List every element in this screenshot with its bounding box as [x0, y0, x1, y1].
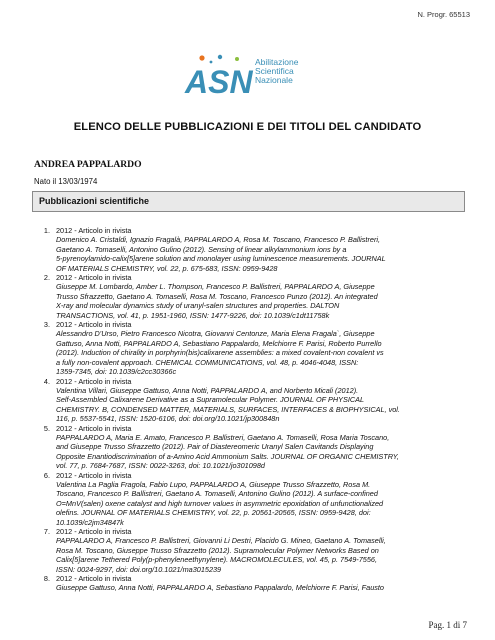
publication-citation-line: 10.1039/c2jm34847k [56, 517, 124, 527]
publication-number: 7. [43, 527, 50, 536]
publication-citation-line: ISSN: 0024-9297, doi: doi.org/10.1021/ma3015239 [56, 564, 222, 574]
publication-citation-line: Domenico A. Cristaldi, Ignazio Fragalà, PAPPALARDO A, Rosa M. Toscano, Francesco P. Ballistreri, [56, 235, 381, 245]
publication-citation-line: PAPPALARDO A, Francesco P. Ballistreri, Giovanni Li Destri, Placido G. Mineo, Gaetano A. Tomaselli, [56, 536, 386, 546]
publication-citation-line: Toscano, Francesco P. Ballistreri, Gaetano A. Tomaselli, Antonino Gulino (2012). A surface-confined [56, 489, 378, 499]
publication-citation-line: X-ray and molecular dynamics study of uranyl-salen structures and properties. DALTON [56, 301, 340, 311]
publication-number: 2. [43, 273, 50, 283]
publication-citation-line: TRANSACTIONS, vol. 41, p. 1951-1960, ISSN: 1477-9226, doi: 10.1039/c1dt11758k [56, 310, 330, 320]
logo-caption [255, 58, 298, 85]
publication-body [56, 320, 472, 376]
publication-number: 3. [43, 320, 50, 330]
logo-dot-orange [199, 55, 204, 60]
publication-item [32, 377, 472, 424]
publication-item [32, 273, 472, 320]
publication-citation-line: Alessandro D'Urso, Pietro Francesco Nicotra, Giovanni Centonze, Maria Elena Fragala`, Giuseppe [56, 329, 375, 339]
candidate-birth: Nato il 13/03/1974 [34, 177, 98, 186]
logo-dot-small [210, 61, 213, 64]
publication-header: 2012 - Articolo in rivista [56, 423, 132, 433]
publication-citation-line: and Giuseppe Trusso Sfrazzetto (2012). Pair of Diastereomeric Uranyl Salen Cavitands Displaying [56, 442, 374, 452]
publication-citation-line: Opposite Enantiodiscrimination of a-Amino Acid Ammonium Salts. JOURNAL OF ORGANIC CHEMISTRY, [56, 451, 399, 461]
publication-citation-line: 116, p. 5537-5541, ISSN: 1520-6106, doi: doi.org/10.1021/jp300848n [56, 414, 280, 424]
publication-citation-line: Valentina Villari, Giuseppe Gattuso, Anna Notti, PAPPALARDO A, and Norberto Micali (2012). [56, 385, 359, 395]
publication-item [32, 527, 472, 574]
publication-body [56, 574, 472, 593]
publication-citation-line: a fully non-covalent approach. CHEMICAL COMMUNICATIONS, vol. 48, p. 4046-4048, ISSN: [56, 357, 359, 367]
publication-number: 5. [43, 423, 50, 433]
publication-list [32, 226, 472, 593]
logo-line-1: Abilitazione [255, 57, 299, 67]
publication-citation-line: Giuseppe Gattuso, Anna Notti, PAPPALARDO A, Sebastiano Pappalardo, Melchiorre F. Parisi, Fausto [56, 583, 384, 593]
publication-citation-line: 5-pyrenoylamido-calix[5]arene solution and monolayer using luminescence measurements. JOURNAL [56, 254, 386, 264]
publication-citation-line: Giuseppe M. Lombardo, Amber L. Thompson, Francesco P. Ballistreri, PAPPALARDO A, Giuseppe [56, 282, 375, 292]
document-title: ELENCO DELLE PUBBLICAZIONI E DEI TITOLI DEL CANDIDATO [73, 121, 422, 133]
publication-citation-line: Calix[5]arene Tethered Poly(p-phenyleneethynylene). MACROMOLECULES, vol. 45, p. 7549-7556, [56, 555, 377, 565]
publication-body [56, 273, 472, 320]
publication-citation-line: CHEMISTRY. B, CONDENSED MATTER, MATERIALS, SURFACES, INTERFACES & BIOPHYSICAL, vol. [56, 404, 400, 414]
publication-header: 2012 - Articolo in rivista [56, 376, 132, 386]
publication-header: 2012 - Articolo in rivista [56, 320, 132, 330]
publication-citation-line: Valentina La Paglia Fragola, Fabio Lupo, PAPPALARDO A, Giuseppe Trusso Sfrazzetto, Rosa M. [56, 479, 371, 489]
section-header [32, 191, 465, 212]
logo-dot-green [235, 57, 239, 61]
logo-line-2: Scientifica [255, 66, 294, 76]
publication-number: 8. [43, 574, 50, 584]
publication-body [56, 377, 472, 424]
publication-header: 2012 - Articolo in rivista [56, 527, 132, 536]
publication-body [56, 424, 472, 471]
publication-number: 1. [43, 226, 50, 235]
publication-citation-line: 1359-7345, doi: 10.1039/c2cc30366c [56, 367, 177, 377]
publication-citation-line: Self-Assembled Calixarene Derivative as a Supramolecular Polymer. JOURNAL OF PHYSICAL [56, 395, 365, 405]
publication-citation-line: PAPPALARDO A, Maria E. Amato, Francesco P. Ballistreri, Gaetano A. Tomaselli, Rosa Maria Toscano, [56, 432, 390, 442]
publication-header: 2012 - Articolo in rivista [56, 574, 132, 584]
publication-citation-line: Rosa M. Toscano, Giuseppe Trusso Sfrazzetto (2012). Supramolecular Polymer Networks Based on [56, 545, 379, 555]
publication-citation-line: (2012). Induction of chirality in porphyrin(bis)calixarene assemblies: a mixed covalent-non covalent vs [56, 348, 384, 358]
publication-body [56, 471, 472, 527]
publication-citation-line: olefins. JOURNAL OF MATERIALS CHEMISTRY, vol. 22, p. 20561-20565, ISSN: 0959-9428, doi: [56, 508, 371, 518]
candidate-name: ANDREA PAPPALARDO [34, 159, 142, 170]
publication-item [32, 471, 472, 527]
logo-letters: ASN [185, 64, 253, 100]
publication-number: 4. [43, 376, 50, 386]
publication-citation-line: Gaetano A. Tomaselli, Antonino Gulino (2012). Sensing of linear alkylammonium ions by a [56, 244, 347, 254]
section-title: Pubblicazioni scientifiche [39, 196, 150, 206]
publication-header: 2012 - Articolo in rivista [56, 226, 132, 235]
publication-citation-line: Gattuso, Anna Notti, PAPPALARDO A, Sebastiano Pappalardo, Melchiorre F. Parisi, Roberto Purrello [56, 338, 382, 348]
publication-header: 2012 - Articolo in rivista [56, 470, 132, 480]
publication-number: 6. [43, 470, 50, 480]
publication-citation-line: O=MnV(salen) oxene catalyst and high turnover values in asymmetric epoxidation of unfunctionalized [56, 498, 384, 508]
publication-citation-line: Trusso Sfrazzetto, Gaetano A. Tomaselli, Rosa M. Toscano, Francesco Punzo (2012). An integrated [56, 291, 378, 301]
publication-citation-line: OF MATERIALS CHEMISTRY, vol. 22, p. 675-683, ISSN: 0959-9428 [56, 263, 278, 273]
publication-item [32, 424, 472, 471]
publication-item [32, 226, 472, 273]
logo-line-3: Nazionale [255, 75, 293, 85]
logo-dot-blue [218, 55, 222, 59]
publication-citation-line: vol. 77, p. 7684-7687, ISSN: 0022-3263, doi: 10.1021/jo301098d [56, 461, 265, 471]
publication-item [32, 574, 472, 593]
page-number: Pag. 1 di 7 [428, 620, 467, 630]
publication-body [56, 226, 472, 273]
publication-header: 2012 - Articolo in rivista [56, 273, 132, 283]
publication-item [32, 320, 472, 376]
protocol-number: N. Progr. 65513 [417, 10, 470, 19]
publication-body [56, 527, 472, 574]
